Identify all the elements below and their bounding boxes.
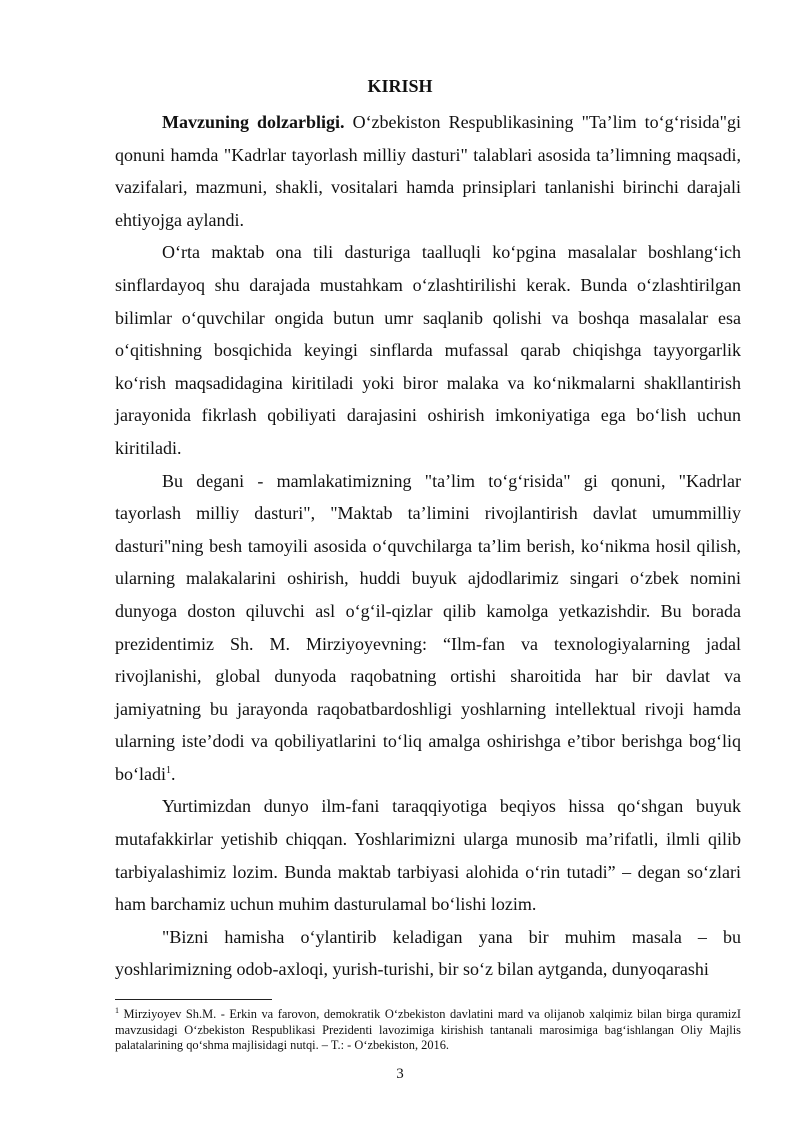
paragraph-text: O‘zbekiston Respublikasining "Ta’lim to‘g‘risida"gi qonuni hamda "Kadrlar tayorlash milliy dasturi" talablari asosida ta’limning maqsadi, vazifalari, mazmuni, shakli, vositalari hamda prinsiplari tanlanishi birinchi darajali ehtiyojga aylandi.: [115, 112, 741, 230]
footnote-text: Mirziyoyev Sh.M. - Erkin va farovon, demokratik O‘zbekiston davlatini mard va olijanob xalqimiz bilan birga quramizI mavzusidagi O‘zbekiston Respublikasi Prezidenti lavozimiga kirishish tantanali marosimiga bag‘ishlangan Oliy Majlis palatalarining qo‘shma majlisidagi nutqi. – T.: - O‘zbekiston, 2016.: [115, 1007, 741, 1052]
footnote-reference[interactable]: 1: [166, 764, 171, 776]
body-text: [115, 106, 741, 986]
paragraph: Yurtimizdan dunyo ilm-fani taraqqiyotiga beqiyos hissa qo‘shgan buyuk mutafakkirlar yetishib chiqqan. Yoshlarimizni ularga munosib ma’rifatli, ilmli qilib tarbiyalashimiz lozim. Bunda maktab tarbiyasi alohida o‘rin tutadi” – degan so‘zlari ham barchamiz uchun muhim dasturulamal bo‘lishi lozim.: [115, 796, 741, 915]
paragraph: [115, 465, 741, 791]
paragraph-text: Bu degani - mamlakatimizning "ta’lim to‘g‘risida" gi qonuni, "Kadrlar tayorlash milliy dasturi", "Maktab ta’limini rivojlantirish davlat umummilliy dasturi"ning besh tamoyili asosida o‘quvchilarga ta’lim berish, ko‘nikma hosil qilish, ularning malakalarini oshirish, huddi buyuk ajdodlarimiz singari o‘zbek nomini dunyoga doston qiluvchi asl o‘g‘il-qizlar qilib kamolga yetkazishdir. Bu borada prezidentimiz Sh. M. Mirziyoyevning: “Ilm-fan va texnologiyalarning jadal rivojlanishi, global dunyoda raqobatning ortishi sharoitida har bir davlat va jamiyatning bu jarayonda raqobatbardoshligi yoshlarning intellektual rivoji hamda ularning iste’dodi va qobiliyatlarini to‘liq amalga oshirishga e’tibor berishga bog‘liq bo‘ladi: [115, 470, 741, 784]
footnote-marker: 1: [115, 1005, 119, 1015]
paragraph: O‘rta maktab ona tili dasturiga taalluqli ko‘pgina masalalar boshlang‘ich sinflardayoq shu darajada mustahkam o‘zlashtirilishi kerak. Bunda o‘zlashtirilgan bilimlar o‘quvchilar ongida butun umr saqlanib qolishi va boshqa masalalar esa o‘qitishning bosqichida keyingi sinflarda mufassal qarab chiqishga tayyorgarlik ko‘rish maqsadidagina kiritiladi yoki biror malaka va ko‘nikmalarni shakllantirish jarayonida fikrlash qobiliyati darajasini oshirish imkoniyatiga ega bo‘lish uchun kiritiladi.: [115, 242, 741, 458]
page-number: 3: [396, 1066, 404, 1082]
paragraph-tail: .: [171, 763, 176, 784]
footnote: [115, 1007, 741, 1054]
section-heading: KIRISH: [367, 76, 433, 96]
footnote-separator: [115, 999, 272, 1000]
paragraph-relevance: [115, 106, 741, 236]
paragraph-lead: Mavzuning dolzarbligi.: [162, 112, 345, 132]
paragraph: "Bizni hamisha o‘ylantirib keladigan yana bir muhim masala – bu yoshlarimizning odob-axloqi, yurish-turishi, bir so‘z bilan aytganda, dunyoqarashi: [115, 926, 741, 980]
